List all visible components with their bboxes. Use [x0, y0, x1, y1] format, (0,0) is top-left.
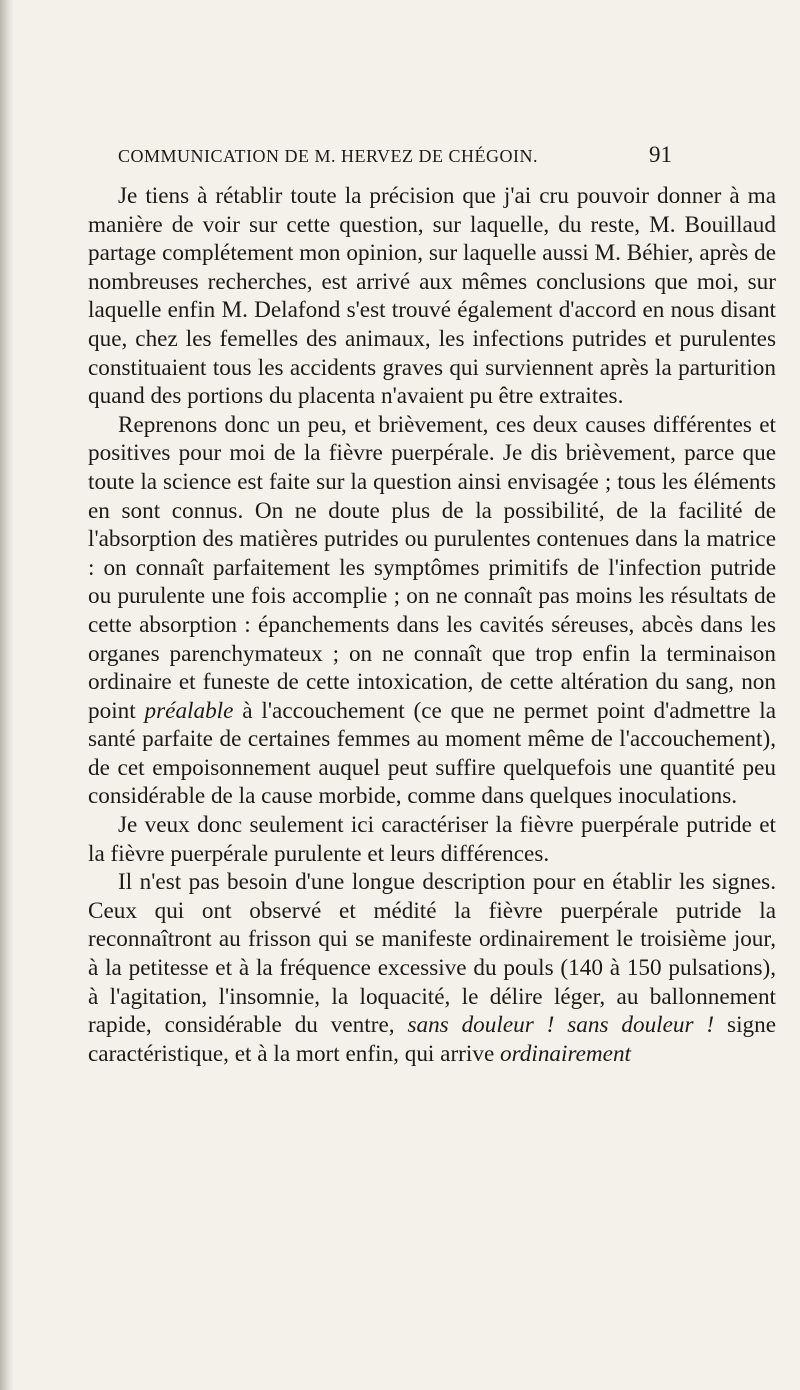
book-page — [88, 142, 777, 1068]
italic-ordinairement: ordinairement — [500, 1040, 631, 1067]
paragraph-2 — [88, 411, 776, 811]
paragraph-1 — [88, 182, 776, 411]
italic-prealable: préalable — [144, 697, 234, 724]
paragraph-4-text-mid: signe caractéristique, et à la mort enfin, qui arrive — [88, 1012, 777, 1067]
body-text — [88, 182, 776, 1068]
running-head — [88, 142, 776, 182]
paragraph-3-text: Je veux donc seulement ici caractériser la fièvre puerpérale putride et la fièvre puerpérale purulente et leurs différences. — [88, 812, 776, 867]
italic-sans-douleur: sans douleur ! sans douleur ! — [407, 1012, 715, 1039]
page-number: 91 — [649, 142, 672, 167]
paragraph-4-text: Il n'est pas besoin d'une longue description pour en établir les signes. Ceux qui ont observé et médité la fièvre puerpérale putride la reconnaîtront au frisson qui se manifeste ordinairement le troisième jour, à la petitesse et à la fréquence excessive du pouls (140 à 150 pulsations), à l'agitation, l'insomnie, la loquacité, le délire léger, au ballonnement rapide, considérable du ventre, — [88, 869, 776, 1039]
paragraph-2-text: Reprenons donc un peu, et brièvement, ces deux causes différentes et positives pour moi de la fièvre puerpérale. Je dis brièvement, parce que toute la science est faite sur la question ainsi envisagée ; tous les éléments en sont connus. On ne doute plus de la possibilité, de la facilité de l'absorption des matières putrides ou purulentes contenues dans la matrice : on connaît parfaitement les symptômes primitifs de l'infection putride ou purulente une fois accomplie ; on ne connaît pas moins les résultats de cette absorption : épanchements dans les cavités séreuses, abcès dans les organes parenchymateux ; on ne connaît que trop enfin la terminaison ordinaire et funeste de cette intoxication, de cette altération du sang, non point — [88, 411, 776, 724]
paragraph-2-text-after: à l'accouchement (ce que ne permet point d'admettre la santé parfaite de certaines femmes au moment même de l'accouchement), de cet empoisonnement auquel peut suffire quelquefois une quantité peu considérable de la cause morbide, comme dans quelques inoculations. — [88, 697, 776, 810]
page-edge-shadow — [0, 0, 14, 1390]
paragraph-4 — [88, 868, 776, 1068]
paragraph-3 — [88, 811, 776, 868]
running-title: COMMUNICATION DE M. HERVEZ DE CHÉGOIN. — [118, 146, 539, 166]
paragraph-1-text: Je tiens à rétablir toute la précision que j'ai cru pouvoir donner à ma manière de voir sur cette question, sur laquelle, du reste, M. Bouillaud partage complétement mon opinion, sur laquelle aussi M. Béhier, après de nombreuses recherches, est arrivé aux mêmes conclusions que moi, sur laquelle enfin M. Delafond s'est trouvé également d'accord en nous disant que, chez les femelles des animaux, les infections putrides et purulentes constituaient tous les accidents graves qui surviennent après la parturition quand des portions du placenta n'avaient pu être extraites. — [88, 183, 776, 410]
